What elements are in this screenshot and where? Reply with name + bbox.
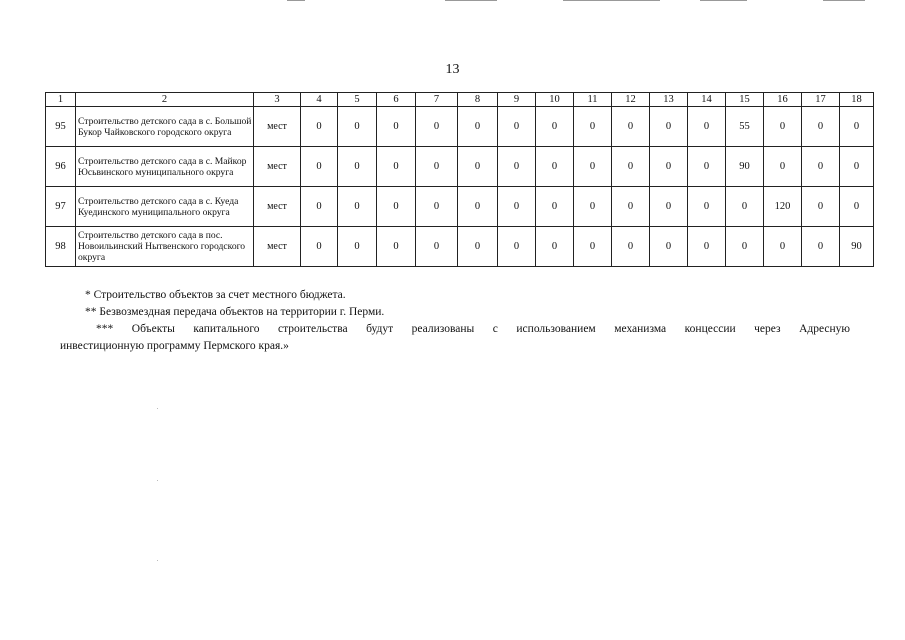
top-rule <box>445 0 497 1</box>
value-cell: 0 <box>338 107 377 147</box>
scan-speck <box>157 480 158 481</box>
row-number-cell: 96 <box>46 147 76 187</box>
column-header: 2 <box>76 93 254 107</box>
value-cell: 0 <box>536 147 574 187</box>
top-rule <box>287 0 305 1</box>
value-cell: 0 <box>377 107 416 147</box>
value-cell: 0 <box>802 227 840 267</box>
value-cell: 90 <box>726 147 764 187</box>
footnote-3-line-1: *** Объекты капитального строительства будут реализованы с использованием механизма концессии через Адресную <box>96 323 850 335</box>
value-cell: 0 <box>764 107 802 147</box>
value-cell: 0 <box>338 227 377 267</box>
footnote-2: ** Безвозмездная передача объектов на территории г. Перми. <box>85 306 385 318</box>
column-header: 18 <box>840 93 874 107</box>
top-rule <box>700 0 747 1</box>
value-cell: 0 <box>764 227 802 267</box>
column-header: 8 <box>458 93 498 107</box>
column-header: 13 <box>650 93 688 107</box>
column-header: 3 <box>254 93 301 107</box>
column-header: 17 <box>802 93 840 107</box>
footnote-1: * Строительство объектов за счет местного бюджета. <box>85 289 346 301</box>
value-cell: 0 <box>650 187 688 227</box>
value-cell: 0 <box>612 187 650 227</box>
value-cell: 0 <box>840 107 874 147</box>
value-cell: 0 <box>416 107 458 147</box>
value-cell: 0 <box>802 147 840 187</box>
column-header: 12 <box>612 93 650 107</box>
value-cell: 0 <box>802 187 840 227</box>
value-cell: 0 <box>688 107 726 147</box>
column-header: 7 <box>416 93 458 107</box>
value-cell: 0 <box>338 147 377 187</box>
scan-speck <box>157 560 158 561</box>
value-cell: 0 <box>726 227 764 267</box>
column-header: 15 <box>726 93 764 107</box>
value-cell: 0 <box>536 187 574 227</box>
object-name-cell: Строительство детского сада в пос. Новоильинский Нытвенского городского округа <box>76 227 254 267</box>
value-cell: 0 <box>764 147 802 187</box>
row-number-cell: 98 <box>46 227 76 267</box>
table-header-row <box>46 93 874 107</box>
column-header: 6 <box>377 93 416 107</box>
value-cell: 0 <box>458 227 498 267</box>
value-cell: 0 <box>612 147 650 187</box>
value-cell: 0 <box>650 147 688 187</box>
value-cell: 0 <box>498 147 536 187</box>
column-header: 9 <box>498 93 536 107</box>
value-cell: 0 <box>650 107 688 147</box>
value-cell: 0 <box>338 187 377 227</box>
value-cell: 0 <box>574 107 612 147</box>
unit-cell: мест <box>254 147 301 187</box>
value-cell: 0 <box>574 227 612 267</box>
table-row <box>46 147 874 187</box>
value-cell: 0 <box>498 227 536 267</box>
value-cell: 0 <box>612 107 650 147</box>
value-cell: 0 <box>802 107 840 147</box>
unit-cell: мест <box>254 187 301 227</box>
value-cell: 0 <box>688 147 726 187</box>
footnotes <box>60 287 850 355</box>
column-header: 1 <box>46 93 76 107</box>
scan-speck <box>157 408 158 409</box>
value-cell: 0 <box>301 187 338 227</box>
value-cell: 0 <box>458 147 498 187</box>
object-name-cell: Строительство детского сада в с. Большой Букор Чайковского городского округа <box>76 107 254 147</box>
table-row <box>46 187 874 227</box>
value-cell: 0 <box>416 227 458 267</box>
column-header: 11 <box>574 93 612 107</box>
table-row <box>46 227 874 267</box>
value-cell: 90 <box>840 227 874 267</box>
top-rule <box>563 0 660 1</box>
value-cell: 0 <box>301 147 338 187</box>
column-header: 10 <box>536 93 574 107</box>
value-cell: 0 <box>498 187 536 227</box>
column-header: 4 <box>301 93 338 107</box>
value-cell: 0 <box>458 187 498 227</box>
value-cell: 120 <box>764 187 802 227</box>
row-number-cell: 95 <box>46 107 76 147</box>
object-name-cell: Строительство детского сада в с. Куеда Куединского муниципального округа <box>76 187 254 227</box>
top-rule <box>823 0 865 1</box>
value-cell: 0 <box>416 147 458 187</box>
value-cell: 0 <box>840 187 874 227</box>
value-cell: 0 <box>536 227 574 267</box>
row-number-cell: 97 <box>46 187 76 227</box>
value-cell: 0 <box>612 227 650 267</box>
value-cell: 0 <box>416 187 458 227</box>
value-cell: 0 <box>726 187 764 227</box>
value-cell: 0 <box>840 147 874 187</box>
column-header: 5 <box>338 93 377 107</box>
unit-cell: мест <box>254 107 301 147</box>
value-cell: 0 <box>498 107 536 147</box>
value-cell: 55 <box>726 107 764 147</box>
value-cell: 0 <box>377 147 416 187</box>
value-cell: 0 <box>536 107 574 147</box>
data-table <box>45 92 874 267</box>
page-number: 13 <box>445 62 460 77</box>
value-cell: 0 <box>377 227 416 267</box>
value-cell: 0 <box>574 147 612 187</box>
value-cell: 0 <box>377 187 416 227</box>
value-cell: 0 <box>574 187 612 227</box>
footnote-3-line-2: инвестиционную программу Пермского края.» <box>60 340 289 352</box>
table-row <box>46 107 874 147</box>
column-header: 14 <box>688 93 726 107</box>
value-cell: 0 <box>688 227 726 267</box>
value-cell: 0 <box>301 107 338 147</box>
value-cell: 0 <box>650 227 688 267</box>
object-name-cell: Строительство детского сада в с. Майкор Юсьвинского муниципального округа <box>76 147 254 187</box>
value-cell: 0 <box>688 187 726 227</box>
value-cell: 0 <box>301 227 338 267</box>
value-cell: 0 <box>458 107 498 147</box>
column-header: 16 <box>764 93 802 107</box>
unit-cell: мест <box>254 227 301 267</box>
